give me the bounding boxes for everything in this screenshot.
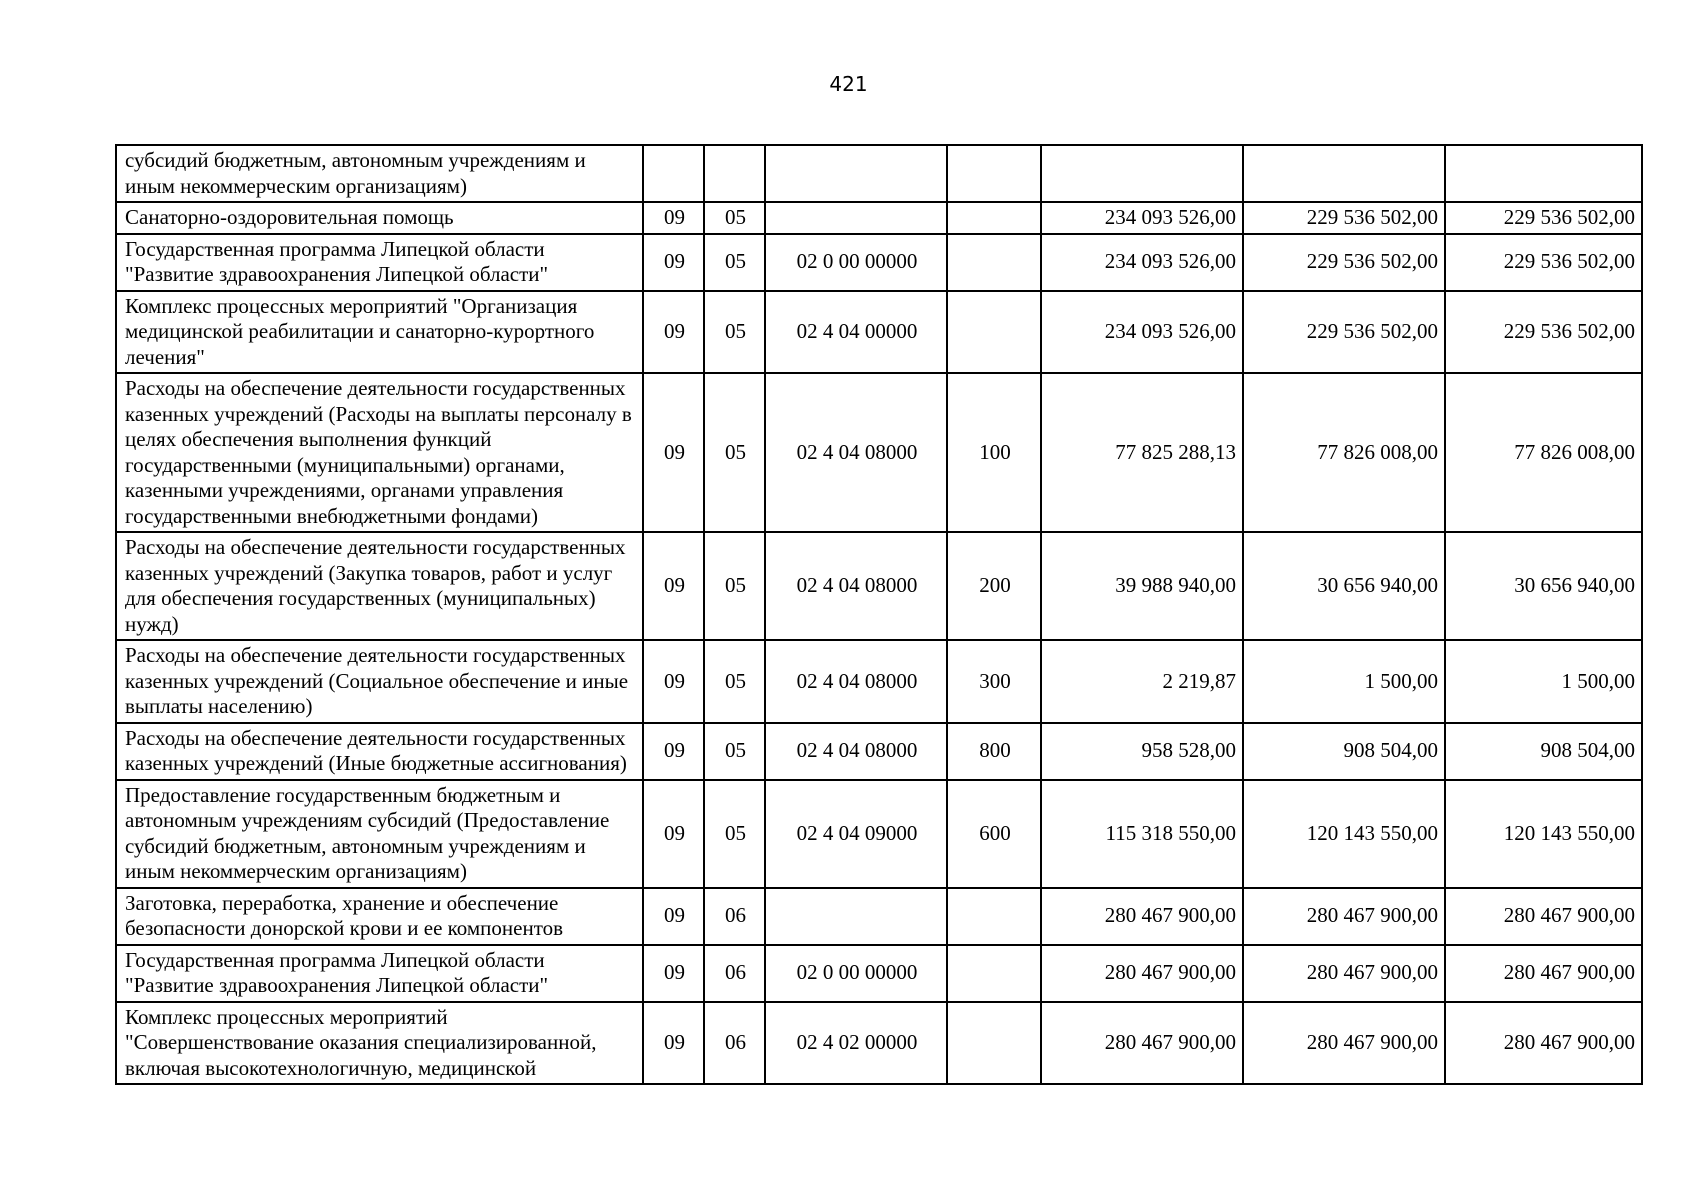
cell-subsection: 05 — [704, 202, 765, 234]
cell-amount-year-2: 908 504,00 — [1243, 723, 1445, 780]
table-row — [116, 234, 1642, 291]
table-row — [116, 291, 1642, 374]
cell-name: Комплекс процессных мероприятий "Совершенствование оказания специализированной, включая высокотехнологичную, медицинской — [116, 1002, 643, 1085]
cell-section: 09 — [643, 640, 704, 723]
cell-expense-type — [947, 145, 1041, 202]
cell-expense-type — [947, 234, 1041, 291]
cell-section: 09 — [643, 888, 704, 945]
cell-section: 09 — [643, 373, 704, 532]
cell-subsection: 05 — [704, 373, 765, 532]
cell-section: 09 — [643, 945, 704, 1002]
cell-amount-year-1: 115 318 550,00 — [1041, 780, 1243, 888]
cell-expense-type — [947, 945, 1041, 1002]
cell-amount-year-3: 120 143 550,00 — [1445, 780, 1642, 888]
cell-amount-year-1: 39 988 940,00 — [1041, 532, 1243, 640]
cell-subsection — [704, 145, 765, 202]
cell-subsection: 05 — [704, 780, 765, 888]
cell-name: Расходы на обеспечение деятельности государственных казенных учреждений (Иные бюджетные ассигнования) — [116, 723, 643, 780]
cell-name: Расходы на обеспечение деятельности государственных казенных учреждений (Социальное обеспечение и иные выплаты населению) — [116, 640, 643, 723]
table-row — [116, 888, 1642, 945]
cell-amount-year-2: 280 467 900,00 — [1243, 1002, 1445, 1085]
cell-section — [643, 145, 704, 202]
cell-name: Государственная программа Липецкой области "Развитие здравоохранения Липецкой области" — [116, 945, 643, 1002]
cell-subsection: 05 — [704, 723, 765, 780]
cell-expense-type — [947, 888, 1041, 945]
cell-amount-year-3: 908 504,00 — [1445, 723, 1642, 780]
cell-amount-year-3: 77 826 008,00 — [1445, 373, 1642, 532]
cell-expense-type: 200 — [947, 532, 1041, 640]
page-number: 421 — [829, 72, 868, 96]
cell-amount-year-3: 229 536 502,00 — [1445, 202, 1642, 234]
cell-target-article: 02 4 04 08000 — [765, 532, 947, 640]
cell-section: 09 — [643, 202, 704, 234]
cell-expense-type — [947, 1002, 1041, 1085]
cell-name: Расходы на обеспечение деятельности государственных казенных учреждений (Расходы на выплаты персоналу в целях обеспечения выполнения функций государственными (муниципальными) органами, казенными учреждениями, органами управления государственными внебюджетными фондами) — [116, 373, 643, 532]
cell-subsection: 05 — [704, 234, 765, 291]
cell-subsection: 05 — [704, 291, 765, 374]
cell-subsection: 06 — [704, 888, 765, 945]
cell-section: 09 — [643, 291, 704, 374]
cell-section: 09 — [643, 723, 704, 780]
cell-name: Расходы на обеспечение деятельности государственных казенных учреждений (Закупка товаров, работ и услуг для обеспечения государственных (муниципальных) нужд) — [116, 532, 643, 640]
cell-amount-year-1: 280 467 900,00 — [1041, 1002, 1243, 1085]
table-row — [116, 780, 1642, 888]
cell-section: 09 — [643, 532, 704, 640]
table-row — [116, 945, 1642, 1002]
cell-amount-year-3: 280 467 900,00 — [1445, 888, 1642, 945]
cell-name: Комплекс процессных мероприятий "Организация медицинской реабилитации и санаторно-курортного лечения" — [116, 291, 643, 374]
cell-amount-year-2: 77 826 008,00 — [1243, 373, 1445, 532]
cell-amount-year-1: 2 219,87 — [1041, 640, 1243, 723]
cell-amount-year-3 — [1445, 145, 1642, 202]
cell-name: Заготовка, переработка, хранение и обеспечение безопасности донорской крови и ее компонентов — [116, 888, 643, 945]
cell-target-article: 02 4 04 00000 — [765, 291, 947, 374]
cell-target-article: 02 4 04 09000 — [765, 780, 947, 888]
cell-amount-year-2: 120 143 550,00 — [1243, 780, 1445, 888]
cell-target-article — [765, 145, 947, 202]
cell-target-article: 02 4 02 00000 — [765, 1002, 947, 1085]
cell-expense-type — [947, 291, 1041, 374]
cell-subsection: 06 — [704, 1002, 765, 1085]
cell-section: 09 — [643, 234, 704, 291]
table-row — [116, 723, 1642, 780]
cell-target-article: 02 4 04 08000 — [765, 373, 947, 532]
cell-amount-year-2: 280 467 900,00 — [1243, 888, 1445, 945]
cell-target-article — [765, 888, 947, 945]
cell-name: Государственная программа Липецкой области "Развитие здравоохранения Липецкой области" — [116, 234, 643, 291]
cell-name: Предоставление государственным бюджетным и автономным учреждениям субсидий (Предоставление субсидий бюджетным, автономным учреждениям и иным некоммерческим организациям) — [116, 780, 643, 888]
table-row — [116, 1002, 1642, 1085]
cell-expense-type — [947, 202, 1041, 234]
cell-amount-year-1: 77 825 288,13 — [1041, 373, 1243, 532]
cell-expense-type: 600 — [947, 780, 1041, 888]
cell-subsection: 05 — [704, 532, 765, 640]
cell-amount-year-3: 229 536 502,00 — [1445, 234, 1642, 291]
cell-amount-year-3: 280 467 900,00 — [1445, 1002, 1642, 1085]
table-row — [116, 202, 1642, 234]
cell-amount-year-3: 1 500,00 — [1445, 640, 1642, 723]
cell-target-article: 02 0 00 00000 — [765, 945, 947, 1002]
cell-amount-year-1: 234 093 526,00 — [1041, 234, 1243, 291]
cell-subsection: 05 — [704, 640, 765, 723]
cell-name: субсидий бюджетным, автономным учреждениям и иным некоммерческим организациям) — [116, 145, 643, 202]
cell-expense-type: 100 — [947, 373, 1041, 532]
cell-amount-year-2: 1 500,00 — [1243, 640, 1445, 723]
table-body — [116, 145, 1642, 1084]
cell-expense-type: 800 — [947, 723, 1041, 780]
cell-amount-year-3: 280 467 900,00 — [1445, 945, 1642, 1002]
cell-amount-year-2: 229 536 502,00 — [1243, 291, 1445, 374]
cell-target-article: 02 4 04 08000 — [765, 723, 947, 780]
cell-amount-year-2: 280 467 900,00 — [1243, 945, 1445, 1002]
cell-amount-year-2: 229 536 502,00 — [1243, 202, 1445, 234]
table-row — [116, 640, 1642, 723]
table-row — [116, 373, 1642, 532]
cell-amount-year-1 — [1041, 145, 1243, 202]
cell-amount-year-1: 234 093 526,00 — [1041, 202, 1243, 234]
cell-amount-year-2: 30 656 940,00 — [1243, 532, 1445, 640]
cell-amount-year-3: 30 656 940,00 — [1445, 532, 1642, 640]
cell-target-article: 02 0 00 00000 — [765, 234, 947, 291]
cell-target-article — [765, 202, 947, 234]
cell-amount-year-1: 234 093 526,00 — [1041, 291, 1243, 374]
cell-amount-year-3: 229 536 502,00 — [1445, 291, 1642, 374]
cell-amount-year-1: 280 467 900,00 — [1041, 888, 1243, 945]
cell-name: Санаторно-оздоровительная помощь — [116, 202, 643, 234]
cell-amount-year-1: 280 467 900,00 — [1041, 945, 1243, 1002]
cell-target-article: 02 4 04 08000 — [765, 640, 947, 723]
cell-subsection: 06 — [704, 945, 765, 1002]
table-row — [116, 145, 1642, 202]
cell-expense-type: 300 — [947, 640, 1041, 723]
cell-amount-year-2: 229 536 502,00 — [1243, 234, 1445, 291]
cell-section: 09 — [643, 780, 704, 888]
cell-section: 09 — [643, 1002, 704, 1085]
cell-amount-year-2 — [1243, 145, 1445, 202]
cell-amount-year-1: 958 528,00 — [1041, 723, 1243, 780]
budget-table — [115, 144, 1643, 1085]
table-row — [116, 532, 1642, 640]
